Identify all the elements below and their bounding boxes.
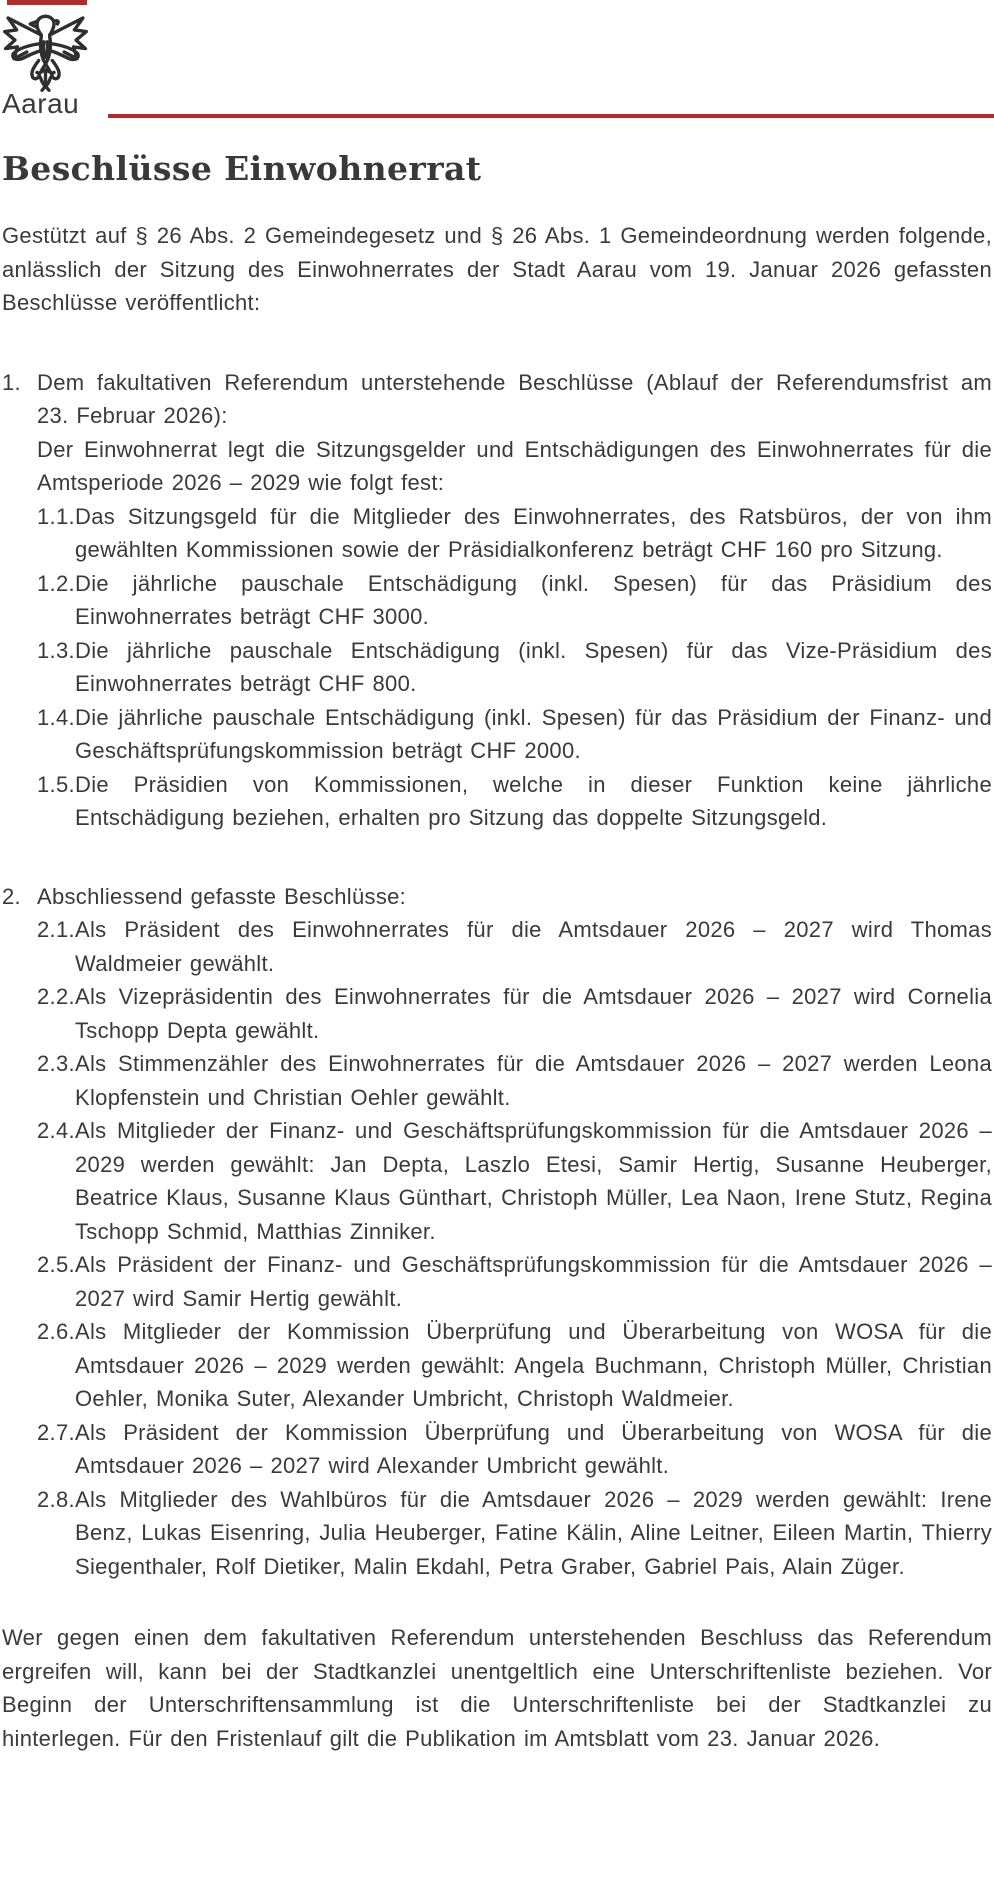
list-item-2-5 — [37, 1248, 992, 1315]
item-number: 2.7. — [37, 1419, 75, 1445]
item-text: Als Stimmenzähler des Einwohnerrates für die Amtsdauer 2026 – 2027 werden Leona Klopfenstein und Christian Oehler gewählt. — [75, 1051, 992, 1110]
header-rule — [108, 114, 994, 118]
list-item-1-1 — [37, 500, 992, 567]
item-text: Als Mitglieder des Wahlbüros für die Amtsdauer 2026 – 2029 werden gewählt: Irene Benz, Lukas Eisenring, Julia Heuberger, Fatine Kälin, Aline Leitner, Eileen Martin, Thierry Siegenthaler, Rolf Dietiker, Malin Ekdahl, Petra Graber, Gabriel Pais, Alain Züger. — [75, 1486, 992, 1579]
item-number: 2.6. — [37, 1319, 75, 1344]
list-item-1-3 — [37, 634, 992, 701]
closing-paragraph: Wer gegen einen dem fakultativen Referendum unterstehenden Beschluss das Referendum ergreifen will, kann bei der Stadtkanzlei unentgeltlich eine Unterschriftenliste beziehen. Vor Beginn der Unterschriftensammlung ist die Unterschriftenliste bei der Stadtkanzlei zu hinterlegen. Für den Fristenlauf gilt die Publikation im Amtsblatt vom 23. Januar 2026. — [2, 1625, 992, 1751]
item-number: 2.4. — [37, 1118, 75, 1143]
item-text: Die jährliche pauschale Entschädigung (inkl. Spesen) für das Präsidium des Einwohnerrates beträgt CHF 3000. — [75, 570, 992, 629]
list-item-1-4 — [37, 701, 992, 768]
item-number: 2.2. — [37, 984, 75, 1009]
list-item-2-1 — [37, 913, 992, 980]
item-text: Als Mitglieder der Kommission Überprüfung und Überarbeitung von WOSA für die Amtsdauer 2026 – 2029 werden gewählt: Angela Buchmann, Christoph Müller, Christian Oehler, Monika Suter, Alexander Umbricht, Christoph Waldmeier. — [75, 1319, 992, 1411]
item-number: 1.4. — [37, 704, 75, 730]
item-text: Als Mitglieder der Finanz- und Geschäftsprüfungskommission für die Amtsdauer 2026 – 2029 werden gewählt: Jan Depta, Laszlo Etesi, Samir Hertig, Susanne Heuberger, Beatrice Klaus, Susanne Klaus Günthart, Christoph Müller, Lea Naon, Irene Stutz, Regina Tschopp Schmid, Matthias Zinniker. — [75, 1118, 992, 1244]
header — [2, 0, 992, 120]
section-number: 2. — [2, 883, 21, 909]
item-number: 1.3. — [37, 637, 75, 663]
list-item-1-5 — [37, 768, 992, 835]
list-item-2-3 — [37, 1047, 992, 1114]
item-text: Die jährliche pauschale Entschädigung (inkl. Spesen) für das Präsidium der Finanz- und Geschäftsprüfungskommission beträgt CHF 2000. — [75, 704, 992, 763]
item-text: Als Präsident der Finanz- und Geschäftsprüfungskommission für die Amtsdauer 2026 – 2027 wird Samir Hertig gewählt. — [75, 1252, 992, 1311]
section-body — [37, 366, 992, 835]
item-number: 2.5. — [37, 1252, 75, 1277]
list-item-1-2 — [37, 567, 992, 634]
section-body — [37, 880, 992, 1584]
item-number: 1.5. — [37, 771, 75, 797]
aarau-eagle-icon — [3, 11, 88, 93]
item-number: 2.8. — [37, 1486, 75, 1512]
item-text: Als Präsident der Kommission Überprüfung und Überarbeitung von WOSA für die Amtsdauer 2026 – 2027 wird Alexander Umbricht gewählt. — [75, 1419, 992, 1478]
list-item-2-2 — [37, 980, 992, 1047]
section-1-lead-1: Dem fakultativen Referendum unterstehende Beschlüsse (Ablauf der Referendumsfrist am 23. Februar 2026): — [37, 369, 992, 428]
item-number: 2.1. — [37, 917, 75, 942]
section-number: 1. — [2, 369, 21, 395]
brand-wordmark: Aarau — [2, 88, 80, 119]
section-1 — [2, 366, 992, 835]
item-text: Als Präsident des Einwohnerrates für die Amtsdauer 2026 – 2027 wird Thomas Waldmeier gewählt. — [75, 917, 992, 976]
section-1-lead-2: Der Einwohnerrat legt die Sitzungsgelder und Entschädigungen des Einwohnerrates für die Amtsperiode 2026 – 2029 wie folgt fest: — [37, 436, 992, 495]
list-item-2-6 — [37, 1315, 992, 1416]
section-2 — [2, 880, 992, 1584]
list-item-2-8 — [37, 1483, 992, 1584]
list-item-2-4 — [37, 1114, 992, 1248]
list-item-2-7 — [37, 1416, 992, 1483]
section-2-lead-1: Abschliessend gefasste Beschlüsse: — [37, 883, 407, 909]
item-number: 1.1. — [37, 503, 75, 529]
brand-top-bar — [7, 0, 87, 5]
item-text: Das Sitzungsgeld für die Mitglieder des Einwohnerrates, des Ratsbüros, der von ihm gewählten Kommissionen sowie der Präsidialkonferenz beträgt CHF 160 pro Sitzung. — [75, 503, 992, 562]
item-text: Die Präsidien von Kommissionen, welche in dieser Funktion keine jährliche Entschädigung beziehen, erhalten pro Sitzung das doppelte Sitzungsgeld. — [75, 771, 992, 830]
item-number: 1.2. — [37, 570, 75, 596]
item-number: 2.3. — [37, 1051, 75, 1076]
item-text: Als Vizepräsidentin des Einwohnerrates für die Amtsdauer 2026 – 2027 wird Cornelia Tschopp Depta gewählt. — [75, 984, 992, 1043]
document-title: Beschlüsse Einwohnerrat — [2, 149, 482, 188]
intro-paragraph: Gestützt auf § 26 Abs. 2 Gemeindegesetz und § 26 Abs. 1 Gemeindeordnung werden folgende, anlässlich der Sitzung des Einwohnerrates der Stadt Aarau vom 19. Januar 2026 gefassten Beschlüsse veröffentlicht: — [2, 223, 992, 315]
item-text: Die jährliche pauschale Entschädigung (inkl. Spesen) für das Vize-Präsidium des Einwohnerrates beträgt CHF 800. — [75, 637, 992, 696]
